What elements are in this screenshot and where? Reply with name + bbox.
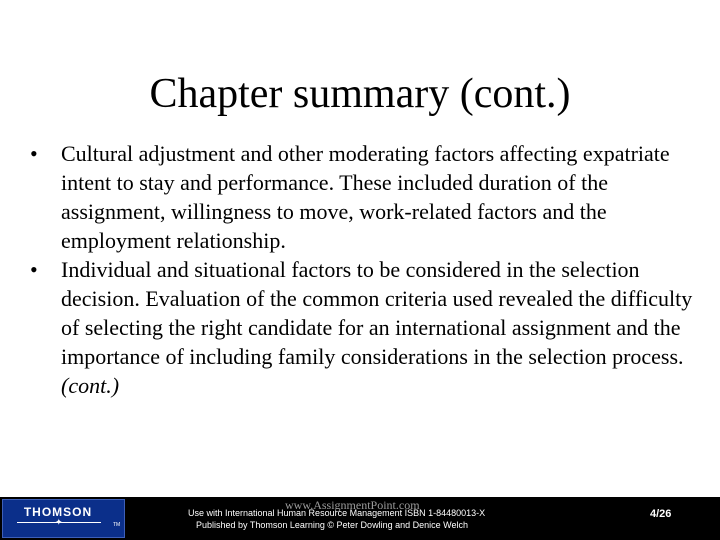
star-icon: ✦	[55, 518, 63, 528]
thomson-logo	[2, 499, 125, 538]
trademark-label: TM	[113, 522, 121, 528]
bullet-list	[30, 139, 700, 400]
footer-publisher: Published by Thomson Learning © Peter Dowling and Denice Welch	[196, 520, 468, 530]
bullet-text: Cultural adjustment and other moderating factors affecting expatriate intent to stay and performance. These included duration of the assignment, willingness to move, work-related factors and the employment relationship.	[61, 141, 670, 253]
bullet-marker: •	[30, 141, 38, 166]
bullet-text: Individual and situational factors to be considered in the selection decision. Evaluation of the common criteria used revealed the difficulty of selecting the right candidate for an international assignment and the importance of including family considerations in the selection process.	[61, 257, 693, 369]
logo-text: THOMSON	[23, 505, 93, 519]
bullet-item	[30, 139, 700, 255]
watermark: www.AssignmentPoint.com	[285, 498, 420, 512]
footer-citation: Use with International Human Resource Management ISBN 1-84480013-X	[188, 508, 486, 518]
footer-bar	[0, 497, 720, 540]
bullet-item	[30, 255, 700, 371]
slide-title: Chapter summary (cont.)	[149, 71, 571, 117]
continuation-note: (cont.)	[61, 373, 120, 398]
page-number: 4/26	[650, 508, 672, 520]
bullet-marker: •	[30, 257, 38, 282]
